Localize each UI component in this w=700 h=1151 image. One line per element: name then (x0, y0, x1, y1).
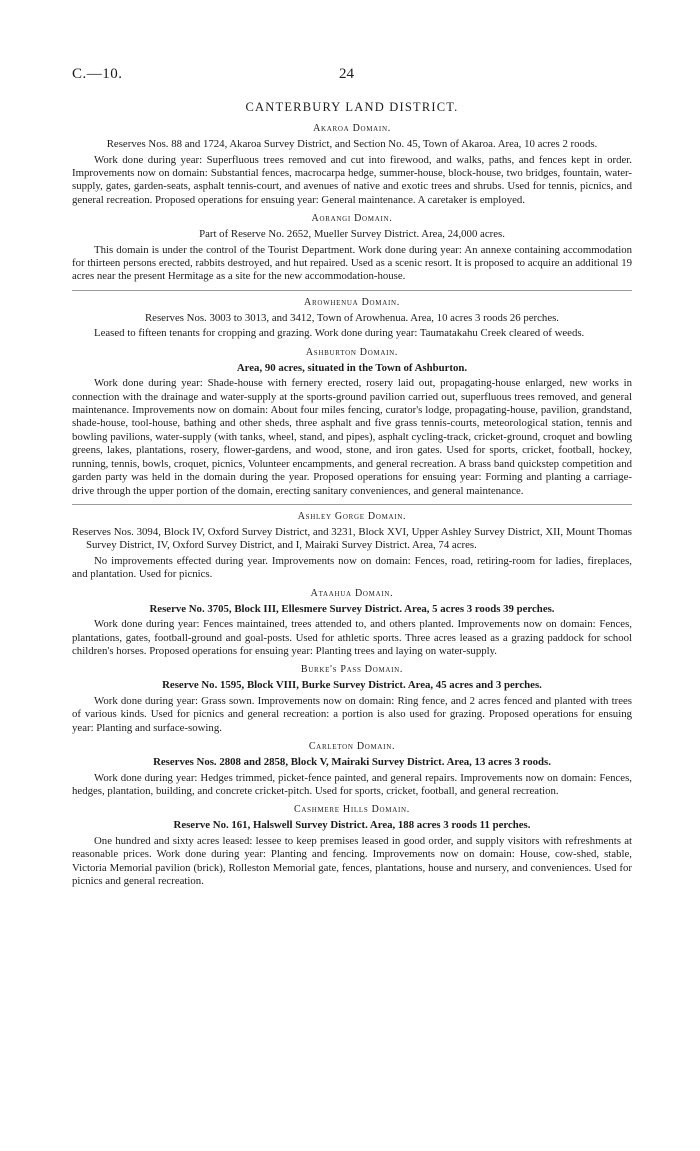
section-paragraph: Work done during year: Superfluous trees removed and cut into firewood, and walks, paths, and fences kept in order. Improvements now on domain: Substantial fences, macrocarpa hedge, summer-house, block-house, two bridges, fountain, water-supply, gates, garden-seats, asphalt tennis-court, and avenues of native and exotic trees and shrubs. Used for tennis, picnics, and general recreation. Proposed operations for ensuing year: General maintenance. A caretaker is employed. (72, 153, 632, 206)
section-arowhenua (72, 297, 632, 341)
reserve-line: Area, 90 acres, situated in the Town of Ashburton. (236, 361, 468, 374)
divider (72, 290, 632, 291)
section-paragraph: Leased to fifteen tenants for cropping and grazing. Work done during year: Taumatakahu Creek cleared of weeds. (94, 327, 585, 340)
section-paragraph: Work done during year: Shade-house with fernery erected, rosery laid out, propagating-house enlarged, new works in connection with the drainage and water-supply at the sports-ground pavilion carried out, superfluous trees removed, and general maintenance. Improvements now on domain: About four miles fencing, curator's lodge, propagating-house, pavilion, grandstand, shade-house, tool-house, bathing and other sheds, three asphalt and five grass tennis-courts, meteorological station, tennis and bowling pavilions, water-supply (with tanks, wheel, stand, and pipes), asphalt cycling-track, cricket-ground, croquet and bowling greens, lakes, plantations, rosery, flower-gardens, and wood, stone, and iron gates. Used for sports, cricket, football, hockey, running, tennis, bowls, croquet, picnics, Volunteer encampments, and general recreation. A brass band quickstep competition and garden party was held in the domain during the year. Proposed operations for ensuing year: Forming and planting a carriage-drive through the upper portion of the domain, erecting sanitary conveniences, and general maintenance. (72, 377, 632, 497)
section-title: Ashburton Domain. (305, 346, 399, 358)
section-carleton (72, 741, 632, 798)
reserve-line: Reserves Nos. 3094, Block IV, Oxford Survey District, and 3231, Block XVI, Upper Ashley Survey District, XII, Mount Thomas Survey District, IV, Oxford Survey District, and I, Mairaki Survey District. Area, 74 acres. (72, 525, 632, 552)
page-number: 24 (339, 66, 354, 82)
section-paragraph: Work done during year: Grass sown. Improvements now on domain: Ring fence, and 2 acres fenced and planted with trees of various kinds. Used for picnics and general recreation: a portion is also used for grazing. Proposed operations for ensuing year: Planting and surface-sowing. (72, 694, 632, 734)
section-ashburton (72, 347, 632, 498)
section-title: Cashmere Hills Domain. (294, 804, 410, 816)
section-ataahua (72, 588, 632, 659)
page-header (72, 56, 632, 86)
section-paragraph: Work done during year: Hedges trimmed, picket-fence painted, and general repairs. Improvements now on domain: Fences, hedges, plantation, building, and concrete cricket-pitch. Used for sports, cricket, football, and general recreation. (72, 771, 632, 798)
reserve-line: Reserves Nos. 88 and 1724, Akaroa Survey District, and Section No. 45, Town of Akaroa. Area, 10 acres 2 roods. (106, 138, 598, 150)
section-title: Burke's Pass Domain. (300, 664, 404, 676)
section-title: Arowhenua Domain. (304, 296, 400, 308)
section-burkes-pass (72, 664, 632, 735)
reserve-line: Reserve No. 3705, Block III, Ellesmere Survey District. Area, 5 acres 3 roods 39 perches. (149, 602, 555, 615)
section-title: Ataahua Domain. (310, 587, 394, 599)
district-title: CANTERBURY LAND DISTRICT. (245, 100, 459, 114)
reserve-line: Reserves Nos. 3003 to 3013, and 3412, Town of Arowhenua. Area, 10 acres 3 roods 26 perches. (144, 311, 560, 324)
reserve-line: Reserve No. 1595, Block VIII, Burke Survey District. Area, 45 acres and 3 perches. (162, 679, 542, 692)
document-page (72, 56, 632, 891)
section-ashley-gorge (72, 511, 632, 582)
section-paragraph: Work done during year: Fences maintained, trees attended to, and others planted. Improvements now on domain: Fences, plantations, gates, football-ground and goal-posts. Used for athletic sports. Three acres leased as a grazing paddock for school children's horses. Proposed operations for ensuing year: Planting trees and laying on water-supply. (72, 618, 632, 658)
section-paragraph: This domain is under the control of the Tourist Department. Work done during year: An annexe containing accommodation for thirteen persons erected, rabbits destroyed, and hut repaired. Used as a scenic resort. It is proposed to acquire an additional 19 acres near the present Hermitage as a site for the new accommodation-house. (72, 243, 632, 283)
divider (72, 504, 632, 505)
section-paragraph: No improvements effected during year. Improvements now on domain: Fences, road, retiring-room for ladies, fireplaces, and plantation. Used for picnics. (72, 554, 632, 581)
document-reference: C.—10. (72, 66, 123, 82)
reserve-line: Reserve No. 161, Halswell Survey District. Area, 188 acres 3 roods 11 perches. (173, 819, 531, 832)
reserve-line: Part of Reserve No. 2652, Mueller Survey District. Area, 24,000 acres. (199, 228, 505, 241)
section-akaroa (72, 123, 632, 207)
section-title: Carleton Domain. (308, 741, 396, 753)
reserve-line: Reserves Nos. 2808 and 2858, Block V, Mairaki Survey District. Area, 13 acres 3 roods. (153, 756, 551, 769)
section-title: Akaroa Domain. (313, 123, 391, 134)
section-title: Ashley Gorge Domain. (297, 510, 407, 522)
section-aorangi (72, 213, 632, 284)
section-title: Aorangi Domain. (311, 213, 393, 225)
section-cashmere-hills (72, 804, 632, 888)
section-paragraph: One hundred and sixty acres leased: lessee to keep premises leased in good order, and supply visitors with refreshments at reasonable prices. Work done during year: Planting and fencing. Improvements now on domain: House, cow-shed, stable, Victoria Memorial pavilion (brick), Rolleston Memorial gate, fences, plantations, house and nursery, and conveniences. Used for picnics and general recreation. (72, 834, 632, 888)
